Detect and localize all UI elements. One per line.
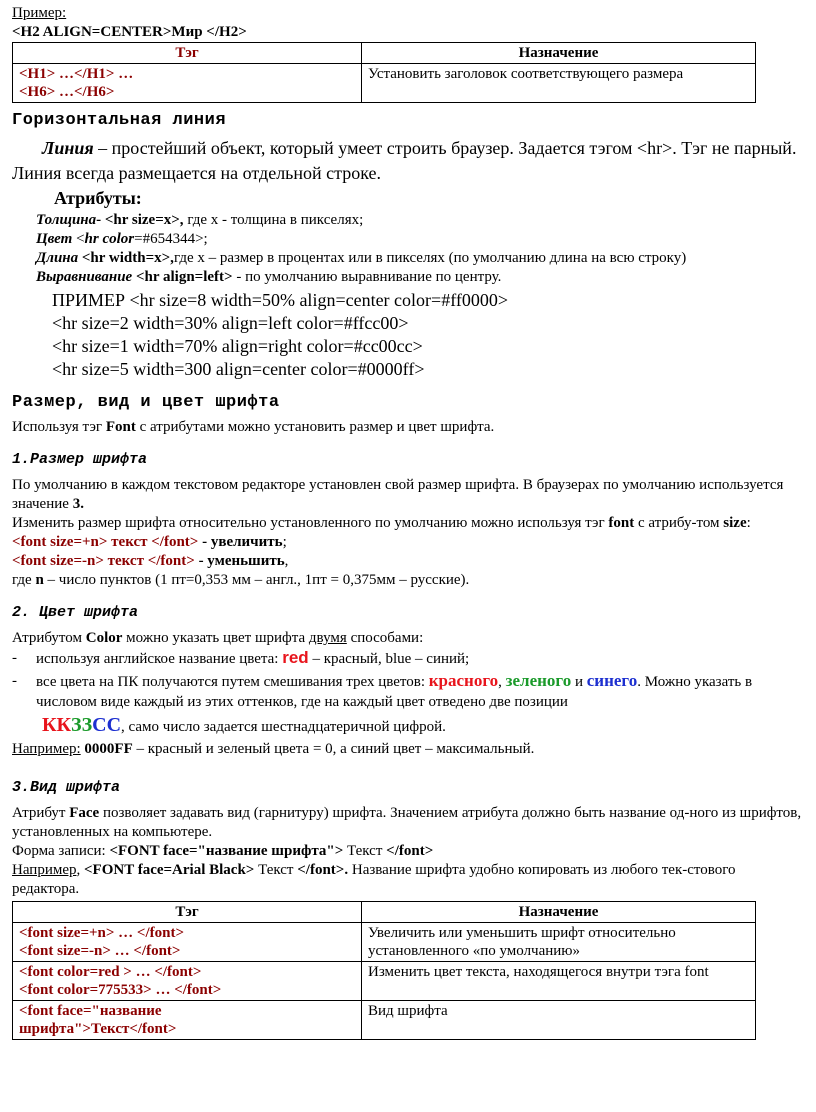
table-header-row <box>13 43 756 64</box>
font-tags-table <box>12 901 756 1040</box>
size-p1: По умолчанию в каждом текстовом редакторе установлен свой размер шрифта. В браузерах по умолчанию используется значение 3. <box>12 477 784 512</box>
hr-intro: Линия – простейший объект, который умеет строить браузер. Задается тэгом <hr>. Тэг не парный. Линия всегда размещается на отдельной строке. <box>12 138 797 183</box>
list-item: - используя английское название цвета: red – красный, blue – синий; <box>12 648 470 667</box>
table-header-purpose: Назначение <box>362 43 756 64</box>
subsection-title-face: 3.Вид шрифта <box>12 779 121 796</box>
table-header-purpose: Назначение <box>362 902 756 923</box>
attr-thickness: Толщина- <hr size=x>, где x - толщина в пикселях; <box>36 212 364 228</box>
example-code: <H2 ALIGN=CENTER>Мир </H2> <box>12 24 247 40</box>
table-cell-desc: Изменить цвет текста, находящегося внутри тэга font <box>362 962 756 1001</box>
size-decrease: <font size=-n> текст </font> - уменьшить, <box>12 553 289 569</box>
table-cell-tag: <font face="название шрифта">Текст</font> <box>13 1001 362 1040</box>
section-title-font: Размер, вид и цвет шрифта <box>12 393 280 412</box>
example-label: Пример: <box>12 5 67 21</box>
size-p2: Изменить размер шрифта относительно установленного по умолчанию можно используя тэг font с атрибу-том size: <box>12 515 751 531</box>
subsection-title-color: 2. Цвет шрифта <box>12 604 139 621</box>
list-item: - все цвета на ПК получаются путем смешивания трех цветов: красного, зеленого и синего. Можно указать в числовом виде каждый из этих оттенков, где на каждый цвет отведено две позиции ККЗЗСС, само число задается шестнадцатеричной цифрой. <box>12 671 753 736</box>
table-row <box>13 1001 756 1040</box>
hr-examples <box>12 289 804 381</box>
hr-example: <hr size=1 width=70% align=right color=#cc00cc> <box>52 336 423 356</box>
table-row <box>13 64 756 103</box>
table-cell-desc: Вид шрифта <box>362 1001 756 1040</box>
attr-color: Цвет <hr color=#654344>; <box>36 231 208 247</box>
document-page <box>12 4 804 1040</box>
table-header-row <box>13 902 756 923</box>
tag-line: <H6> …</H6> <box>19 84 115 100</box>
face-p1: Атрибут Face позволяет задавать вид (гарнитуру) шрифта. Значением атрибута должно быть название од-ного из шрифтов, установленных на компьютере. <box>12 805 802 840</box>
hr-example: ПРИМЕР <hr size=8 width=50% align=center color=#ff0000> <box>52 290 509 310</box>
tag-line: <H1> …</H1> … <box>19 66 134 82</box>
table-cell-tag <box>13 64 362 103</box>
color-example: Например: 0000FF – красный и зеленый цвета = 0, а синий цвет – максимальный. <box>12 741 535 757</box>
font-intro: Используя тэг Font с атрибутами можно установить размер и цвет шрифта. <box>12 419 495 435</box>
face-p2: Форма записи: <FONT face="название шрифта"> Текст </font> <box>12 843 434 859</box>
table-row <box>13 923 756 962</box>
attr-width: Длина <hr width=x>,где x – размер в процентах или в пикселях (по умолчанию длина на всю строку) <box>36 250 687 266</box>
table-cell-tag: <font color=red > … </font> <font color=775533> … </font> <box>13 962 362 1001</box>
attr-align: Выравнивание <hr align=left> - по умолчанию выравнивание по центру. <box>36 269 502 285</box>
table-cell-desc: Увеличить или уменьшить шрифт относительно установленного «по умолчанию» <box>362 923 756 962</box>
face-p3: Например, <FONT face=Arial Black> Текст </font>. Название шрифта удобно копировать из любого тек-стового редактора. <box>12 862 736 897</box>
attributes-title: Атрибуты: <box>54 188 142 208</box>
table-cell-desc: Установить заголовок соответствующего размера <box>362 64 756 103</box>
hr-example: <hr size=2 width=30% align=left color=#ffcc00> <box>52 313 409 333</box>
size-note: где n – число пунктов (1 пт=0,353 мм – англ., 1пт = 0,375мм – русские). <box>12 572 470 588</box>
subsection-title-size: 1.Размер шрифта <box>12 451 148 468</box>
table-header-tag: Тэг <box>13 902 362 923</box>
color-p1: Атрибутом Color можно указать цвет шрифта двумя способами: <box>12 630 424 646</box>
table-row <box>13 962 756 1001</box>
hr-example: <hr size=5 width=300 align=center color=#0000ff> <box>52 359 425 379</box>
section-title-hr: Горизонтальная линия <box>12 111 227 130</box>
table-header-tag: Тэг <box>13 43 362 64</box>
headings-table <box>12 42 756 103</box>
size-increase: <font size=+n> текст </font> - увеличить; <box>12 534 287 550</box>
table-cell-tag: <font size=+n> … </font> <font size=-n> … </font> <box>13 923 362 962</box>
